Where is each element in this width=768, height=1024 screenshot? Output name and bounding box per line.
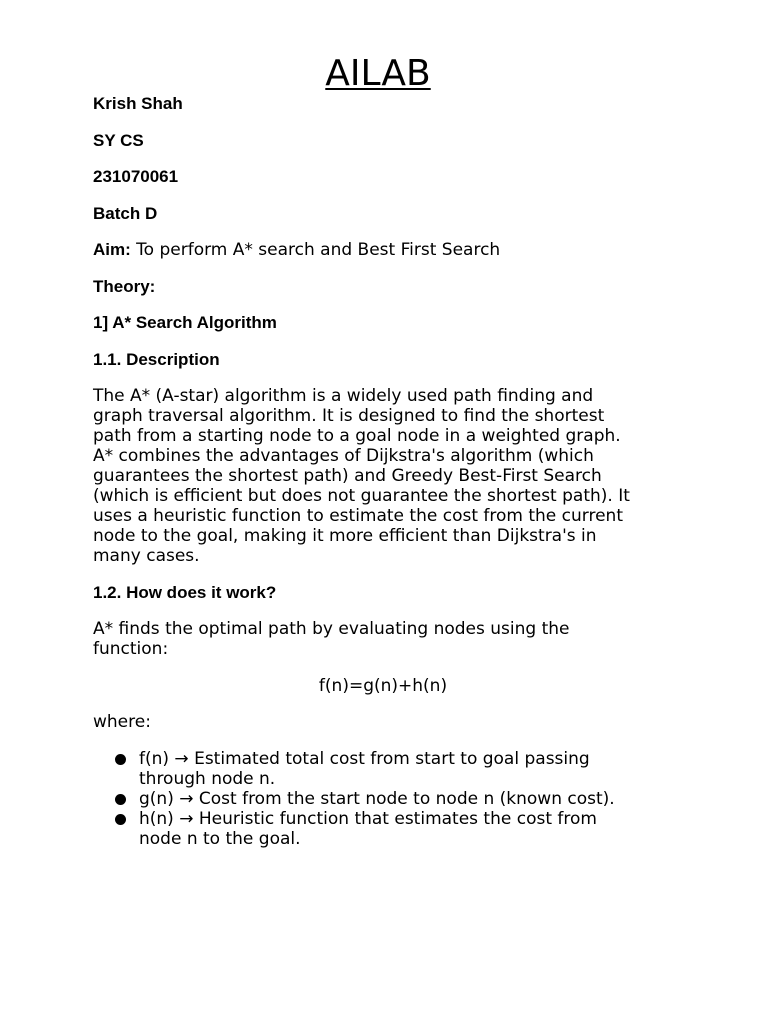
list-item-line: g(n) → Cost from the start node to node n (known cost). xyxy=(139,788,615,809)
how-paragraph xyxy=(93,619,683,659)
student-name: Krish Shah xyxy=(93,94,183,113)
aim-statement xyxy=(93,240,683,260)
paragraph-line: A* combines the advantages of Dijkstra's algorithm (which xyxy=(93,446,594,466)
list-item xyxy=(93,809,683,849)
list-item-line: through node n. xyxy=(139,768,276,789)
list-item xyxy=(93,749,683,789)
student-class: SY CS xyxy=(93,130,144,150)
list-item-line: h(n) → Heuristic function that estimates the cost from xyxy=(139,808,597,829)
subsection-heading-how: 1.2. How does it work? xyxy=(93,582,277,602)
paragraph-line: uses a heuristic function to estimate the cost from the current xyxy=(93,506,623,526)
paragraph-line: (which is efficient but does not guarantee the shortest path). It xyxy=(93,486,630,506)
document-title: AILAB xyxy=(325,53,431,94)
paragraph-line: path from a starting node to a goal node in a weighted graph. xyxy=(93,426,621,446)
paragraph-line: many cases. xyxy=(93,546,200,566)
section-heading-astar: 1] A* Search Algorithm xyxy=(93,313,277,332)
description-paragraph xyxy=(93,386,683,566)
paragraph-line: The A* (A-star) algorithm is a widely used path finding and xyxy=(93,386,594,406)
aim-text: To perform A* search and Best First Search xyxy=(130,240,501,260)
bullet-icon xyxy=(115,754,126,765)
bullet-list xyxy=(93,749,683,849)
roll-number: 231070061 xyxy=(93,167,179,186)
document-body xyxy=(93,94,683,849)
list-item-line: f(n) → Estimated total cost from start to goal passing xyxy=(139,748,590,769)
paragraph-line: A* finds the optimal path by evaluating nodes using the xyxy=(93,619,570,639)
paragraph-line: node to the goal, making it more efficient than Dijkstra's in xyxy=(93,526,597,546)
aim-label: Aim: xyxy=(93,240,131,259)
batch: Batch D xyxy=(93,203,158,223)
paragraph-line: graph traversal algorithm. It is designed to find the shortest xyxy=(93,406,605,426)
paragraph-line: function: xyxy=(93,639,169,659)
list-item xyxy=(93,789,683,809)
formula: f(n)=g(n)+h(n) xyxy=(318,675,448,696)
list-item-line: node n to the goal. xyxy=(139,828,301,849)
paragraph-line: guarantees the shortest path) and Greedy Best-First Search xyxy=(93,466,602,486)
theory-heading: Theory: xyxy=(93,276,156,296)
subsection-heading-description: 1.1. Description xyxy=(93,349,220,369)
where-label: where: xyxy=(93,712,151,732)
bullet-icon xyxy=(115,794,126,805)
bullet-icon xyxy=(115,814,126,825)
